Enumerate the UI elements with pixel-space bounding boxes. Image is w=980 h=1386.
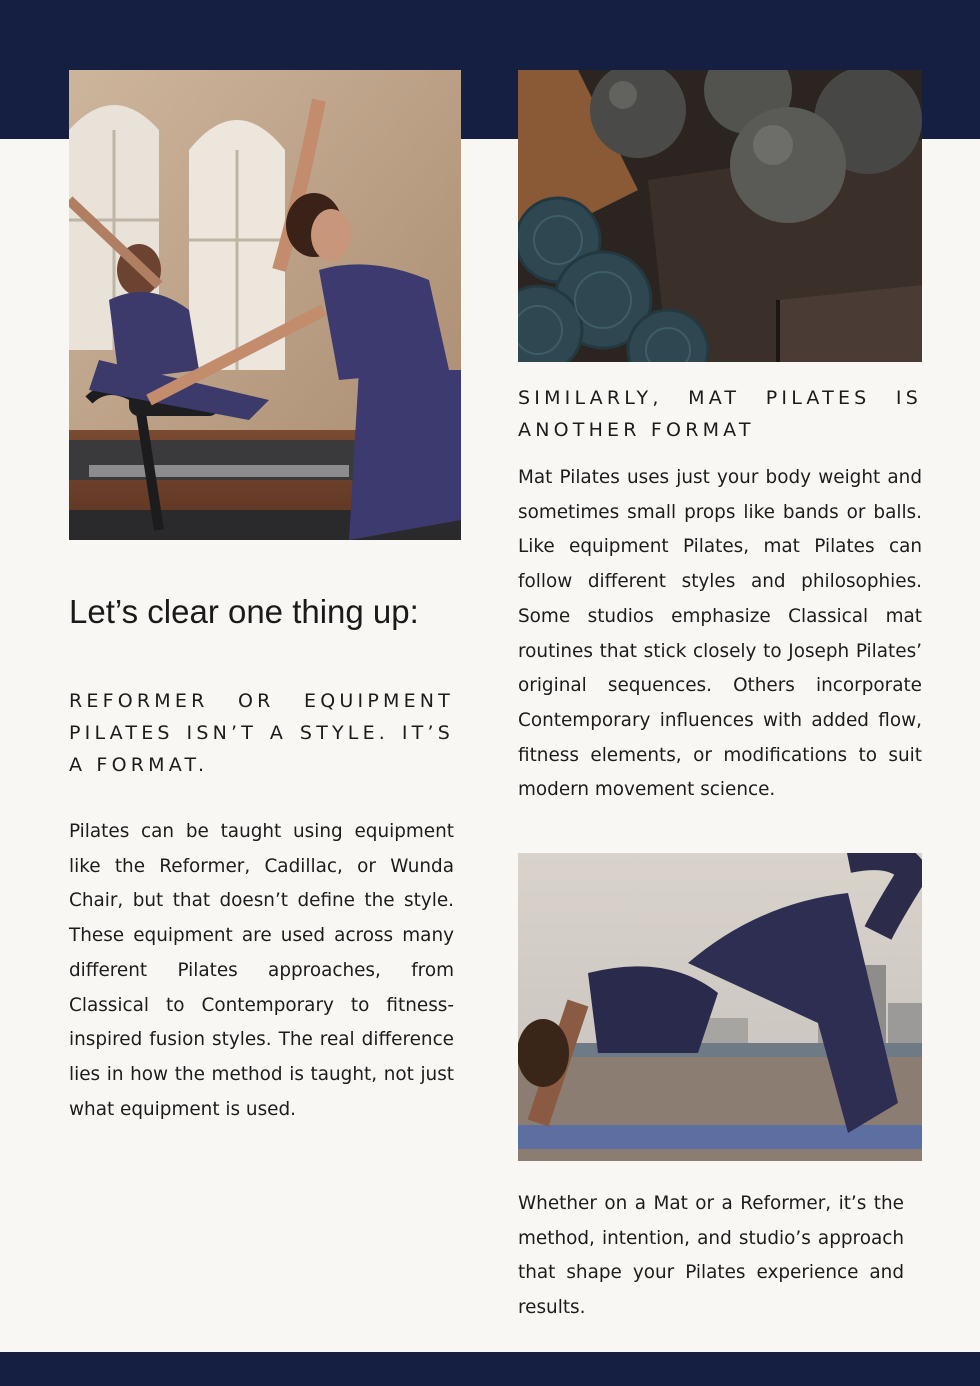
studio-props-photo <box>518 70 922 362</box>
reformer-format-subheading: REFORMER OR EQUIPMENT PILATES ISN’T A STYLE. IT’S A FORMAT. <box>69 690 454 776</box>
reformer-format-paragraph: Pilates can be taught using equipment like the Reformer, Cadillac, or Wunda Chair, but that doesn’t define the style. These equipment are used across many different Pilates approaches, from Classical to Contemporary to fitness-inspired fusion styles. The real difference lies in how the method is taught, not just what equipment is used. <box>69 821 454 1120</box>
page-title: Let’s clear one thing up: <box>69 593 419 630</box>
photo-icon <box>518 853 922 1161</box>
rooftop-mat-photo <box>518 853 922 1161</box>
mat-format-subheading: SIMILARLY, MAT PILATES IS ANOTHER FORMAT <box>518 387 922 441</box>
photo-icon <box>518 70 922 362</box>
mat-format-paragraph: Mat Pilates uses just your body weight and sometimes small props like bands or balls. Like equipment Pilates, mat Pilates can follow different styles and philosophies. Some studios emphasize Classical mat routines that stick closely to Joseph Pilates’ original sequences. Others incorporate Contemporary influences with added flow, fitness elements, or modifications to suit modern movement science. <box>518 467 922 801</box>
photo-icon <box>69 70 461 540</box>
closing-paragraph: Whether on a Mat or a Reformer, it’s the method, intention, and studio’s approach that shape your Pilates experience and results. <box>518 1193 904 1319</box>
reformer-class-photo <box>69 70 461 540</box>
bottom-navy-band <box>0 1352 980 1386</box>
